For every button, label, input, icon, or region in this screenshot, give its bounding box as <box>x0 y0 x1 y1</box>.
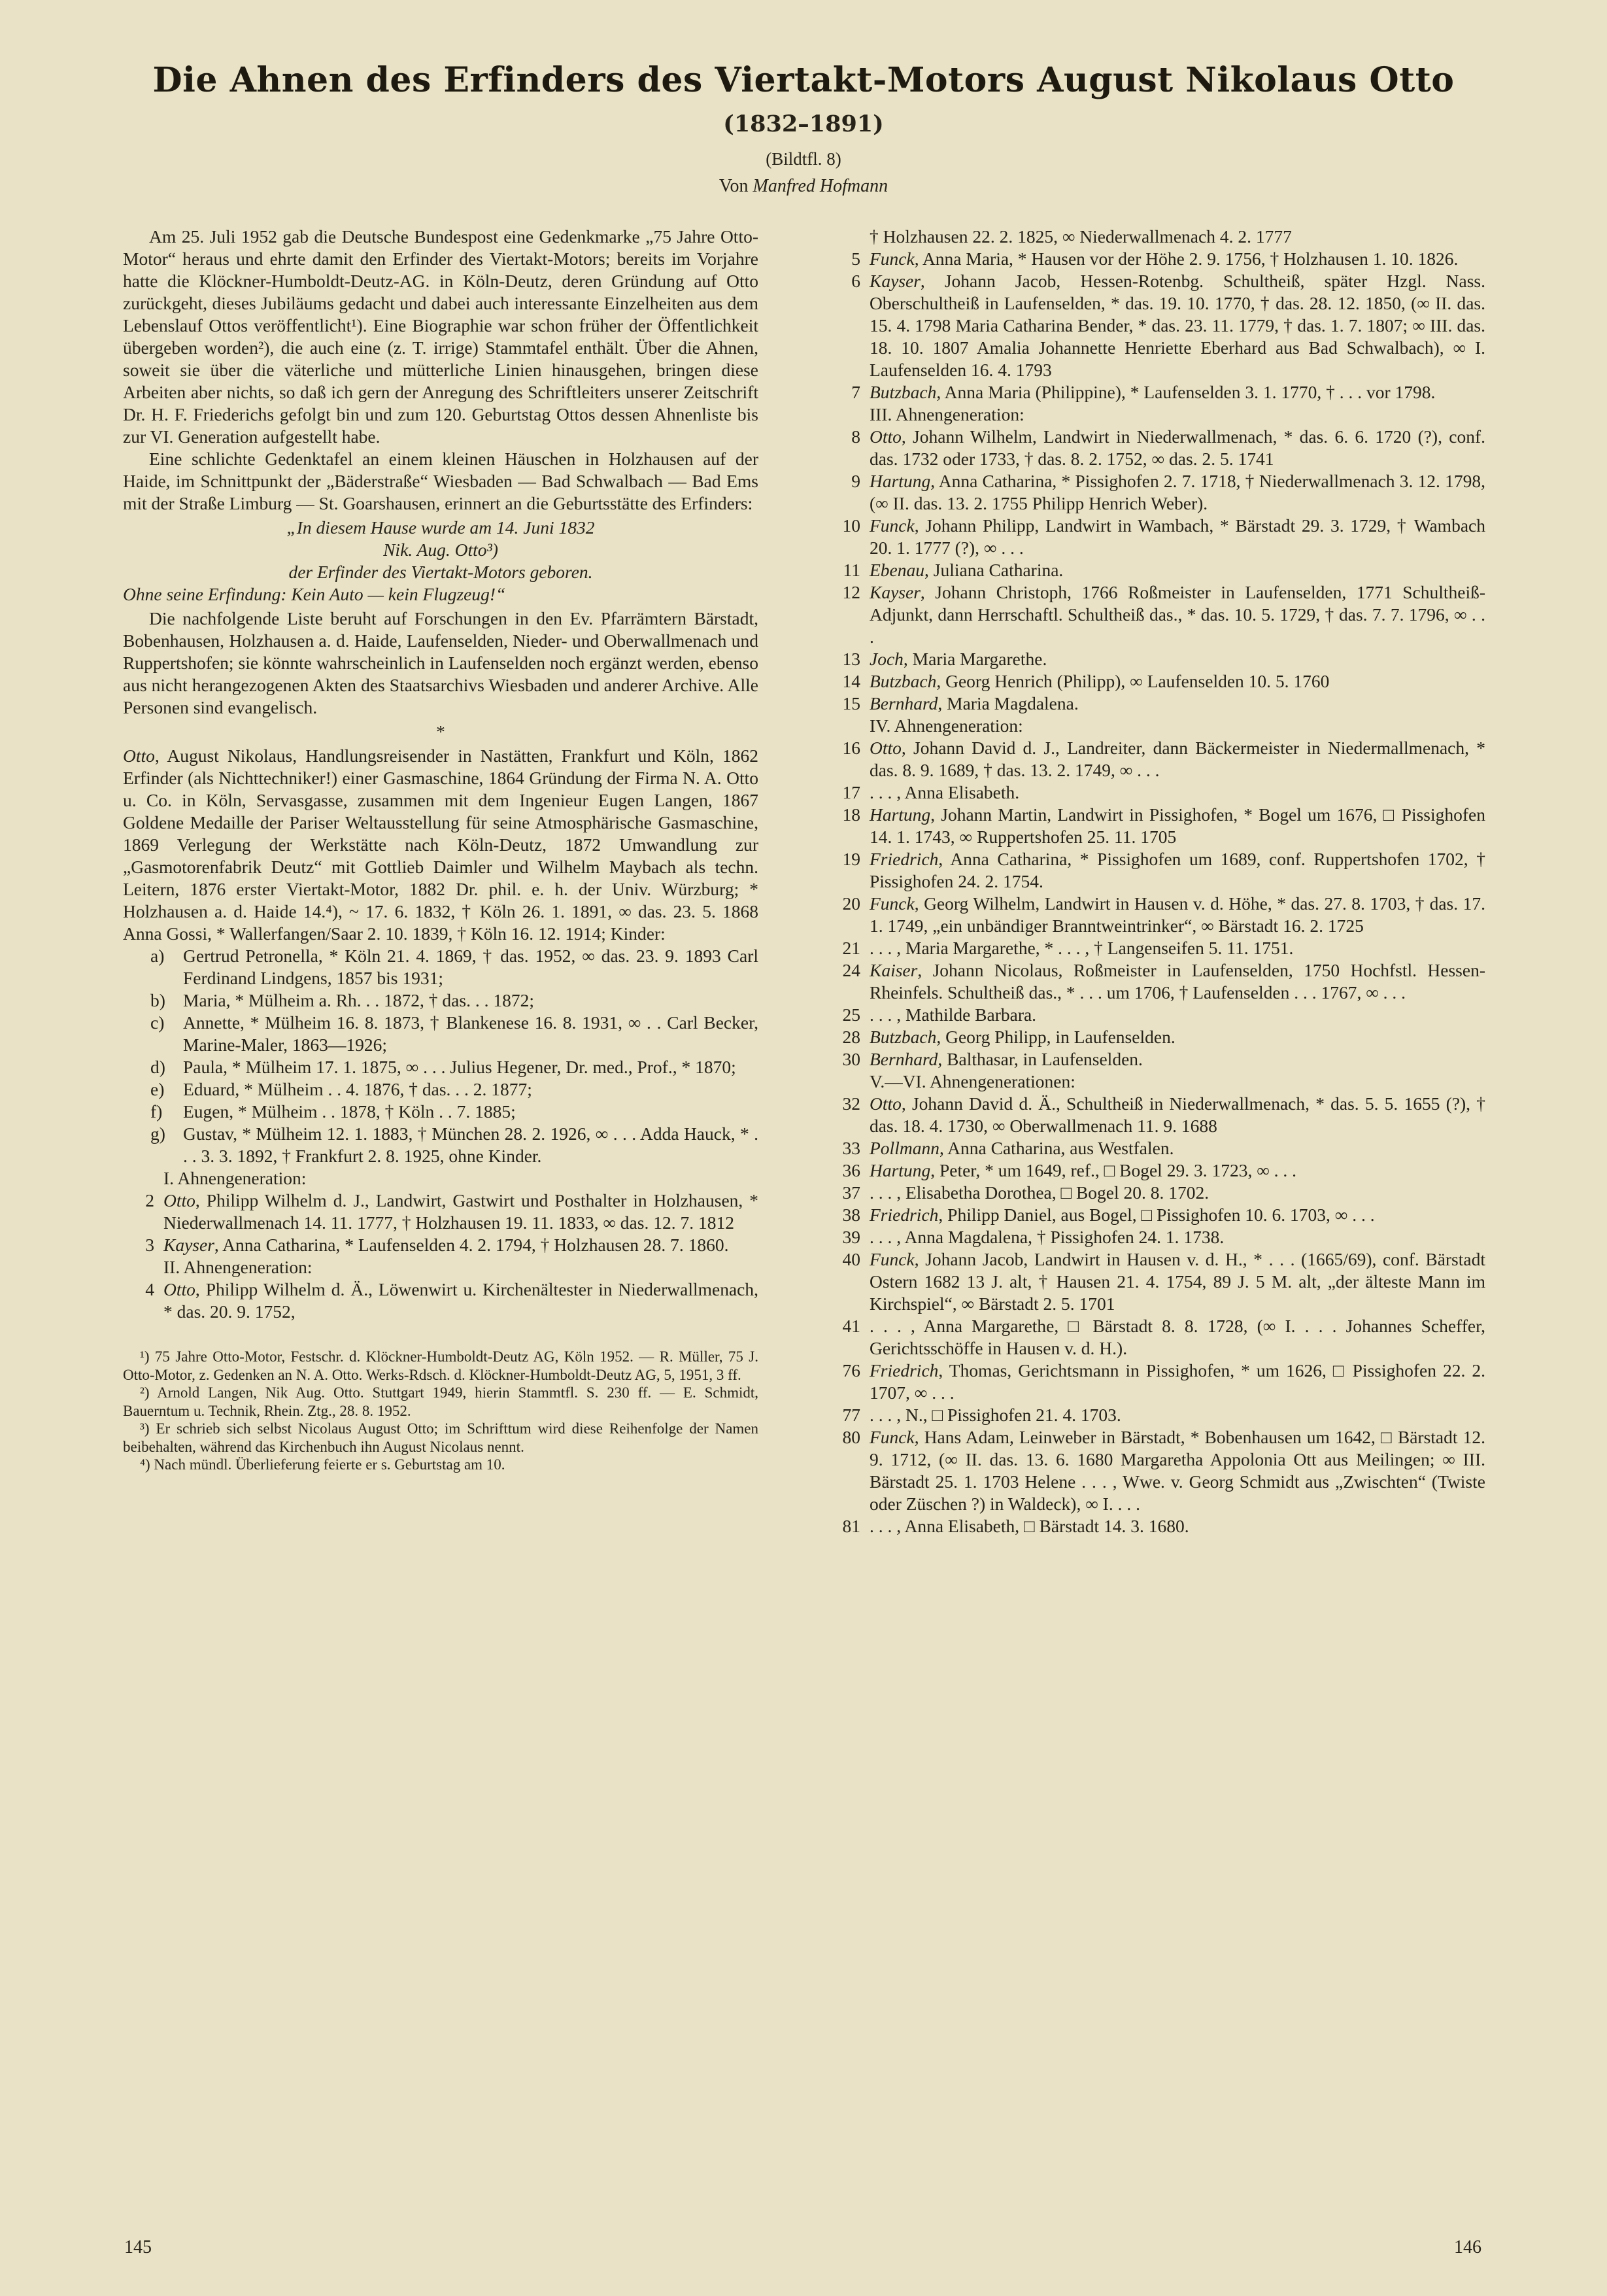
ancestor-details: . . . , Maria Margarethe, * . . . , † Langenseifen 5. 11. 1751. <box>870 938 1294 958</box>
ancestor-text <box>870 470 1485 515</box>
ancestor-details: , Johann David d. J., Landreiter, dann Bäckermeister in Niedermallmenach, * das. 8. 9. 1689, † das. 13. 2. 1749, ∞ . . . <box>870 738 1485 780</box>
plaque-line: Ohne seine Erfindung: Kein Auto — kein Flugzeug!“ <box>123 584 506 604</box>
ancestor-entry <box>829 426 1485 470</box>
ancestor-text <box>870 1204 1485 1226</box>
ancestor-entry <box>829 1204 1485 1226</box>
ancestor-surname: Butzbach <box>870 1027 937 1047</box>
article-header <box>0 0 1607 197</box>
ancestor-text <box>870 1426 1485 1515</box>
child-text: Eugen, * Mülheim . . 1878, † Köln . . 7. 1885; <box>183 1101 516 1122</box>
left-column <box>123 226 758 1537</box>
ancestor-details: , Johann Wilhelm, Landwirt in Niederwallmenach, * das. 6. 6. 1720 (?), conf. das. 1732 oder 1733, † das. 8. 2. 1752, ∞ das. 2. 5. 1741 <box>870 426 1485 469</box>
ancestor-text <box>870 804 1485 848</box>
ancestor-details: , Anna Maria, * Hausen vor der Höhe 2. 9. 1756, † Holzhausen 1. 10. 1826. <box>914 248 1459 269</box>
ancestor-text <box>870 1048 1485 1071</box>
ancestor-number: 13 <box>842 649 860 669</box>
ancestor-text <box>163 1190 758 1234</box>
ancestor-number: 21 <box>842 938 860 958</box>
generation-heading-3: III. Ahnengeneration: <box>870 404 1024 424</box>
ancestor-number: 10 <box>842 515 860 536</box>
ancestor-entry <box>829 1048 1485 1071</box>
ancestor-details: , Juliana Catharina. <box>924 560 1064 580</box>
child-letter: c) <box>150 1012 165 1033</box>
plaque-line: der Erfinder des Viertakt-Motors geboren. <box>288 562 593 582</box>
ancestor-text <box>870 937 1485 959</box>
ancestor-details: , Maria Margarethe. <box>903 649 1047 669</box>
ancestor-details: , Johann David d. Ä., Schultheiß in Niederwallmenach, * das. 5. 5. 1655 (?), † das. 18. 4. 1730, ∞ Oberwallmenach 11. 9. 1688 <box>870 1093 1485 1136</box>
ancestor-text <box>870 693 1485 715</box>
article-years: (1832–1891) <box>723 111 884 137</box>
ancestor-text <box>870 515 1485 559</box>
generation-heading-2: II. Ahnengeneration: <box>163 1257 313 1277</box>
generation-5-6-entries <box>829 1093 1485 1537</box>
section-separator: * <box>436 721 445 742</box>
footnotes-block <box>123 1348 758 1474</box>
ancestor-text <box>870 1248 1485 1315</box>
ancestor-surname: Funck <box>870 248 915 269</box>
child-letter: d) <box>150 1057 165 1077</box>
right-column <box>829 226 1485 1537</box>
ancestor-number: 16 <box>842 738 860 758</box>
child-entry <box>123 989 758 1012</box>
child-text: Annette, * Mülheim 16. 8. 1873, † Blankenese 16. 8. 1931, ∞ . . Carl Becker, Marine-Maler, 1863—1926; <box>183 1012 758 1055</box>
ancestor-details: . . . , N., □ Pissighofen 21. 4. 1703. <box>870 1405 1121 1425</box>
ancestor-details: . . . , Anna Elisabeth, □ Bärstadt 14. 3. 1680. <box>870 1516 1189 1536</box>
ancestor-number: 15 <box>842 693 860 713</box>
ancestor-number: 7 <box>851 382 860 402</box>
generation-4-entries <box>829 737 1485 1071</box>
ancestor-details: , Johann Martin, Landwirt in Pissighofen, * Bogel um 1676, □ Pissighofen 14. 1. 1743, ∞ Ruppertshofen 25. 11. 1705 <box>870 804 1485 847</box>
article-title: Die Ahnen des Erfinders des Viertakt-Motors August Nikolaus Otto <box>152 60 1455 100</box>
ancestor-text <box>870 248 1485 270</box>
ancestor-entry <box>829 1004 1485 1026</box>
ancestor-entry <box>829 693 1485 715</box>
ancestor-details: , Anna Catharina, * Laufenselden 4. 2. 1794, † Holzhausen 28. 7. 1860. <box>214 1235 729 1255</box>
ancestor-surname: Funck <box>870 1249 915 1269</box>
ancestor-number: 80 <box>842 1427 860 1447</box>
ancestor-text <box>163 1234 758 1256</box>
child-letter: b) <box>150 990 165 1010</box>
ancestor-entry <box>829 804 1485 848</box>
ancestor-number: 32 <box>842 1093 860 1114</box>
ancestor-number: 14 <box>842 671 860 691</box>
ancestor-number: 9 <box>851 471 860 491</box>
ancestor-details: , Balthasar, in Laufenselden. <box>938 1049 1143 1069</box>
entry-4-continuation <box>829 226 1485 248</box>
footnote: ⁴) Nach mündl. Überlieferung feierte er s. Geburtstag am 10. <box>140 1456 505 1473</box>
ancestor-surname: Kayser <box>870 582 921 602</box>
ancestor-surname: Otto <box>163 1190 195 1210</box>
ancestor-surname: Hartung <box>870 804 931 825</box>
ancestor-text <box>163 1278 758 1323</box>
proband-paragraph <box>123 745 758 945</box>
ancestor-number: 33 <box>842 1138 860 1158</box>
ancestor-number: 18 <box>842 804 860 825</box>
ancestor-text <box>870 781 1485 804</box>
sources-paragraph: Die nachfolgende Liste beruht auf Forschungen in den Ev. Pfarrämtern Bärstadt, Bobenhausen, Holzhausen a. d. Haide, Laufenselden, Nieder- und Oberwallmenach und Ruppertshofen; sie könnte wahrscheinlich in Laufenselden noch ergänzt werden, ebenso aus nicht herangezogenen Akten des Staatsarchivs Wiesbaden und anderer Archive. Alle Personen sind evangelisch. <box>123 608 758 717</box>
child-text: Eduard, * Mülheim . . 4. 1876, † das. . . 2. 1877; <box>183 1079 532 1099</box>
ancestor-details: , Anna Catharina, * Pissighofen 2. 7. 1718, † Niederwallmenach 3. 12. 1798, (∞ II. das. 13. 2. 1755 Philipp Henrich Weber). <box>870 471 1485 513</box>
ancestor-text <box>870 1515 1485 1537</box>
child-letter: g) <box>150 1123 165 1144</box>
ancestor-entry <box>829 1182 1485 1204</box>
page-number-right: 146 <box>1454 2237 1481 2257</box>
ancestor-surname: Ebenau <box>870 560 925 580</box>
child-letter: f) <box>150 1101 163 1122</box>
ancestor-entry <box>829 559 1485 581</box>
ancestor-number: 28 <box>842 1027 860 1047</box>
ancestor-entry <box>829 270 1485 381</box>
ancestor-details: , Johann Christoph, 1766 Roßmeister in Laufenselden, 1771 Schultheiß-Adjunkt, dann Herrschaftl. Schultheiß das., * das. 10. 5. 1729, † das. 7. 7. 1796, ∞ . . . <box>870 582 1485 647</box>
child-entry <box>123 945 758 989</box>
ancestor-entry <box>829 1248 1485 1315</box>
ancestor-entry <box>829 648 1485 670</box>
ancestor-text <box>870 1093 1485 1137</box>
child-entry <box>123 1123 758 1167</box>
ancestor-number: 5 <box>851 248 860 269</box>
ancestor-number: 40 <box>842 1249 860 1269</box>
ancestor-details: , Maria Magdalena. <box>938 693 1079 713</box>
memorial-paragraph: Eine schlichte Gedenktafel an einem kleinen Häuschen in Holzhausen auf der Haide, im Schnittpunkt der „Bäderstraße“ Wiesbaden — Bad Schwalbach — Bad Ems mit der Straße Limburg — St. Goarshausen, erinnert an die Geburtsstätte des Erfinders: <box>123 449 758 513</box>
ancestor-surname: Bernhard <box>870 693 938 713</box>
ancestor-details: , Georg Wilhelm, Landwirt in Hausen v. d. Höhe, * das. 27. 8. 1703, † das. 17. 1. 1749, „ein unbändiger Branntweintrinker“, ∞ Bärstadt 16. 2. 1725 <box>870 893 1485 936</box>
ancestor-text <box>870 581 1485 648</box>
ancestor-text <box>870 648 1485 670</box>
ancestor-text <box>870 381 1485 403</box>
footnote: ¹) 75 Jahre Otto-Motor, Festschr. d. Klöckner-Humboldt-Deutz AG, Köln 1952. — R. Müller, 75 J. Otto-Motor, z. Gedenken an N. A. Otto. Werks-Rdsch. d. Klöckner-Humboldt-Deutz AG, 5, 1951, 3 ff. <box>123 1348 758 1383</box>
ancestor-details: , Georg Henrich (Philipp), ∞ Laufenselden 10. 5. 1760 <box>936 671 1330 691</box>
ancestor-entry <box>829 937 1485 959</box>
ancestor-entry <box>829 959 1485 1004</box>
ancestor-surname: Friedrich <box>870 1205 939 1225</box>
ancestor-details: , Anna Catharina, aus Westfalen. <box>939 1138 1174 1158</box>
ancestor-text <box>870 1360 1485 1404</box>
ancestor-text <box>870 1137 1485 1159</box>
footnote: ²) Arnold Langen, Nik Aug. Otto. Stuttgart 1949, hierin Stammtfl. S. 230 ff. — E. Schmidt, Bauerntum u. Technik, Rhein. Ztg., 28. 8. 1952. <box>123 1384 758 1419</box>
ancestor-number: 30 <box>842 1049 860 1069</box>
ancestor-number: 20 <box>842 893 860 914</box>
ancestor-details: . . . , Anna Elisabeth. <box>870 782 1020 802</box>
ancestor-number: 4 <box>145 1279 154 1299</box>
ancestor-surname: Otto <box>870 426 902 447</box>
ancestor-entry <box>123 1234 758 1256</box>
ancestor-details: . . . , Elisabetha Dorothea, □ Bogel 20. 8. 1702. <box>870 1182 1209 1203</box>
ancestor-number: 24 <box>842 960 860 980</box>
ancestor-details: , Hans Adam, Leinweber in Bärstadt, * Bobenhausen um 1642, □ Bärstadt 12. 9. 1712, (∞ II. das. 13. 6. 1680 Margaretha Appolonia Ott aus Meilingen; ∞ III. Bärstadt 25. 1. 1703 Helene . . . , Wwe. v. Georg Schmidt aus „Zwischten“ (Twiste oder Züschen ?) in Waldeck), ∞ I. . . . <box>870 1427 1485 1514</box>
ancestor-surname: Kayser <box>163 1235 214 1255</box>
plate-reference: (Bildtfl. 8) <box>766 149 841 169</box>
ancestor-entry <box>829 893 1485 937</box>
ancestor-details: , Johann Jacob, Hessen-Rotenbg. Schultheiß, später Hzgl. Nass. Oberschultheiß in Laufenselden, * das. 19. 10. 1770, † das. 28. 12. 1850, (∞ II. das. 15. 4. 1798 Maria Catharina Bender, * das. 23. 11. 1779, † das. 1. 7. 1807; ∞ III. das. 18. 10. 1807 Amalia Johannette Henriette Eberhard aus Bad Schwalbach), ∞ I. Laufenselden 16. 4. 1793 <box>870 271 1485 380</box>
ancestor-entry <box>829 1093 1485 1137</box>
ancestor-details: . . . , Anna Magdalena, † Pissighofen 24. 1. 1738. <box>870 1227 1225 1247</box>
ancestor-entry <box>123 1190 758 1234</box>
proband-surname: Otto <box>123 745 155 766</box>
ancestor-text <box>870 1226 1485 1248</box>
child-text: Gertrud Petronella, * Köln 21. 4. 1869, † das. 1952, ∞ das. 23. 9. 1893 Carl Ferdinand Lindgens, 1857 bis 1931; <box>183 946 758 988</box>
ancestor-text <box>870 737 1485 781</box>
ancestor-text <box>870 959 1485 1004</box>
ancestor-text <box>870 1182 1485 1204</box>
ancestor-entry <box>829 670 1485 693</box>
ancestor-surname: Funck <box>870 1427 915 1447</box>
intro-paragraph: Am 25. Juli 1952 gab die Deutsche Bundespost eine Gedenkmarke „75 Jahre Otto-Motor“ heraus und ehrte damit den Erfinder des Viertakt-Motors; bereits im Vorjahre hatte die Klöckner-Humboldt-Deutz-AG. in Köln-Deutz, deren Gründung auf Otto zurückgeht, dieses Jubiläums gedacht und dabei auch interessante Einzelheiten aus dem Lebenslauf Ottos veröffentlicht¹). Eine Biographie war schon früher der Öffentlichkeit übergeben worden²), die auch eine (z. T. irrige) Stammtafel enthält. Über die Ahnen, soweit sie über die väterliche und mütterliche Linien hinausgehen, bringen diese Arbeiten aber nichts, so daß ich gern der Anregung des Schriftleiters unserer Zeitschrift Dr. H. F. Friederichs gefolgt bin und zum 120. Geburtstag Ottos dessen Ahnenliste bis zur VI. Generation aufgestellt habe. <box>123 226 758 447</box>
ancestor-details: . . . , Anna Margarethe, □ Bärstadt 8. 8. 1728, (∞ I. . . . Johannes Scheffer, Gerichtsschöffe in Hausen v. d. H.). <box>870 1316 1485 1358</box>
generation-3-entries <box>829 426 1485 715</box>
generation-1-entries <box>123 1190 758 1256</box>
generation-2-entries-right <box>829 248 1485 403</box>
ancestor-entry <box>829 381 1485 403</box>
ancestor-surname: Otto <box>870 1093 902 1114</box>
child-entry <box>123 1056 758 1078</box>
ancestor-number: 17 <box>842 782 860 802</box>
ancestor-entry <box>829 1026 1485 1048</box>
generation-heading-1: I. Ahnengeneration: <box>163 1168 307 1188</box>
ancestor-entry <box>829 248 1485 270</box>
ancestor-number: 12 <box>842 582 860 602</box>
ancestor-entry <box>829 470 1485 515</box>
ancestor-entry <box>829 1315 1485 1360</box>
ancestor-text <box>870 1159 1485 1182</box>
ancestor-number: 41 <box>842 1316 860 1336</box>
ancestor-details: , Peter, * um 1649, ref., □ Bogel 29. 3. 1723, ∞ . . . <box>930 1160 1297 1180</box>
child-letter: e) <box>150 1079 165 1099</box>
ancestor-number: 25 <box>842 1004 860 1025</box>
ancestor-details: , Georg Philipp, in Laufenselden. <box>936 1027 1176 1047</box>
ancestor-text <box>870 426 1485 470</box>
ancestor-details: . . . , Mathilde Barbara. <box>870 1004 1037 1025</box>
generation-heading-5-6: V.—VI. Ahnengenerationen: <box>870 1071 1075 1091</box>
ancestor-surname: Friedrich <box>870 1360 939 1380</box>
ancestor-surname: Joch <box>870 649 904 669</box>
ancestor-text <box>870 270 1485 381</box>
ancestor-surname: Hartung <box>870 1160 931 1180</box>
two-column-layout <box>0 197 1607 1537</box>
ancestor-entry <box>829 1426 1485 1515</box>
ancestor-number: 37 <box>842 1182 860 1203</box>
plaque-line: Nik. Aug. Otto³) <box>383 540 498 560</box>
ancestor-surname: Butzbach <box>870 382 937 402</box>
ancestor-surname: Otto <box>163 1279 195 1299</box>
ancestor-entry <box>829 1404 1485 1426</box>
ancestor-entry <box>829 1360 1485 1404</box>
ancestor-entry <box>829 1159 1485 1182</box>
ancestor-number: 81 <box>842 1516 860 1536</box>
ancestor-entry <box>829 515 1485 559</box>
child-text: Paula, * Mülheim 17. 1. 1875, ∞ . . . Julius Hegener, Dr. med., Prof., * 1870; <box>183 1057 736 1077</box>
ancestor-details: , Anna Maria (Philippine), * Laufenselden 3. 1. 1770, † . . . vor 1798. <box>936 382 1436 402</box>
child-letter: a) <box>150 946 165 966</box>
ancestor-number <box>829 226 870 248</box>
ancestor-text <box>870 1315 1485 1360</box>
ancestor-surname: Pollmann <box>870 1138 939 1158</box>
plaque-line: „In diesem Hause wurde am 14. Juni 1832 <box>286 517 595 538</box>
ancestor-text <box>870 1004 1485 1026</box>
ancestor-text <box>870 559 1485 581</box>
ancestor-surname: Kayser <box>870 271 921 291</box>
ancestor-number: 19 <box>842 849 860 869</box>
ancestor-details: , Johann Nicolaus, Roßmeister in Laufenselden, 1750 Hochfstl. Hessen-Rheinfels. Schultheiß das., * . . . um 1706, † Laufenselden . . . 1767, ∞ . . . <box>870 960 1485 1002</box>
ancestor-details: , Johann Jacob, Landwirt in Hausen v. d. H., * . . . (1665/69), conf. Bärstadt Ostern 1682 13 J. alt, † Hausen 21. 4. 1754, 89 J. 5 M. alt, „der älteste Mann im Kirchspiel“, ∞ Bärstadt 2. 5. 1701 <box>870 1249 1485 1314</box>
ancestor-surname: Kaiser <box>870 960 918 980</box>
ancestor-details: , Anna Catharina, * Pissighofen um 1689, conf. Ruppertshofen 1702, † Pissighofen 24. 2. 1754. <box>870 849 1485 891</box>
byline <box>0 176 1607 197</box>
ancestor-details: , Thomas, Gerichtsmann in Pissighofen, * um 1626, □ Pissighofen 22. 2. 1707, ∞ . . . <box>870 1360 1485 1403</box>
page-number-left: 145 <box>124 2237 152 2257</box>
ancestor-number: 2 <box>145 1190 154 1210</box>
ancestor-text <box>870 1404 1485 1426</box>
ancestor-details: , Philipp Wilhelm d. Ä., Löwenwirt u. Kirchenältester in Niederwallmenach, * das. 20. 9. 1752, <box>163 1279 758 1322</box>
ancestor-number: 11 <box>843 560 860 580</box>
ancestor-number: 3 <box>145 1235 154 1255</box>
child-text: Maria, * Mülheim a. Rh. . . 1872, † das. . . 1872; <box>183 990 534 1010</box>
ancestor-surname: Hartung <box>870 471 931 491</box>
ancestor-surname: Bernhard <box>870 1049 938 1069</box>
child-text: Gustav, * Mülheim 12. 1. 1883, † München 28. 2. 1926, ∞ . . . Adda Hauck, * . . . 3. 3. 1892, † Frankfurt 2. 8. 1925, ohne Kinder. <box>183 1123 758 1166</box>
ancestor-number: 39 <box>842 1227 860 1247</box>
proband-text: , August Nikolaus, Handlungsreisender in Nastätten, Frankfurt und Köln, 1862 Erfinder (als Nichttechniker!) einer Gasmaschine, 1864 Gründung der Firma N. A. Otto u. Co. in Köln, Servasgasse, zusammen mit dem Ingenieur Eugen Langen, 1867 Goldene Medaille der Pariser Weltausstellung für seine Atmosphärische Gasmaschine, 1869 Verlegung der Werkstätte nach Köln-Deutz, 1872 Umwandlung zur „Gasmotorenfabrik Deutz“ mit Gottlieb Daimler und Wilhelm Maybach als techn. Leitern, 1876 erster Viertakt-Motor, 1882 Dr. phil. e. h. der Univ. Würzburg; * Holzhausen a. d. Haide 14.⁴), ~ 17. 6. 1832, † Köln 26. 1. 1891, ∞ das. 23. 5. 1868 Anna Gossi, * Wallerfangen/Saar 2. 10. 1839, † Köln 16. 12. 1914; Kinder: <box>123 745 758 944</box>
generation-2-entries-left <box>123 1278 758 1323</box>
ancestor-text <box>870 893 1485 937</box>
child-entry <box>123 1101 758 1123</box>
ancestor-entry <box>829 1515 1485 1537</box>
ancestor-number: 77 <box>842 1405 860 1425</box>
ancestor-entry <box>829 1137 1485 1159</box>
ancestor-entry <box>829 1226 1485 1248</box>
ancestor-entry <box>829 581 1485 648</box>
ancestor-details: , Philipp Wilhelm d. J., Landwirt, Gastwirt und Posthalter in Holzhausen, * Niederwallmenach 14. 11. 1777, † Holzhausen 19. 11. 1833, ∞ das. 12. 7. 1812 <box>163 1190 758 1233</box>
ancestor-number: 38 <box>842 1205 860 1225</box>
ancestor-entry <box>123 1278 758 1323</box>
ancestor-entry <box>829 781 1485 804</box>
ancestor-text <box>870 670 1485 693</box>
footnote: ³) Er schrieb sich selbst Nicolaus August Otto; im Schrifttum wird diese Reihenfolge der Namen beibehalten, während das Kirchenbuch ihn August Nicolaus nennt. <box>123 1420 758 1455</box>
ancestor-number: 6 <box>851 271 860 291</box>
ancestor-details: , Johann Philipp, Landwirt in Wambach, * Bärstadt 29. 3. 1729, † Wambach 20. 1. 1777 (?), ∞ . . . <box>870 515 1485 558</box>
child-entry <box>123 1078 758 1101</box>
ancestor-number: 8 <box>851 426 860 447</box>
ancestor-number: 36 <box>842 1160 860 1180</box>
ancestor-surname: Friedrich <box>870 849 939 869</box>
byline-prefix: Von <box>719 176 753 196</box>
ancestor-entry <box>829 737 1485 781</box>
ancestor-number: 76 <box>842 1360 860 1380</box>
generation-heading-4: IV. Ahnengeneration: <box>870 715 1023 736</box>
ancestor-text <box>870 848 1485 893</box>
ancestor-surname: Butzbach <box>870 671 937 691</box>
memorial-plaque-quote <box>123 517 758 606</box>
ancestor-details: , Philipp Daniel, aus Bogel, □ Pissighofen 10. 6. 1703, ∞ . . . <box>938 1205 1375 1225</box>
children-list <box>123 945 758 1167</box>
ancestor-entry <box>829 848 1485 893</box>
ancestor-surname: Funck <box>870 893 915 914</box>
ancestor-surname: Funck <box>870 515 915 536</box>
ancestor-surname: Otto <box>870 738 902 758</box>
child-entry <box>123 1012 758 1056</box>
author-name: Manfred Hofmann <box>753 176 888 196</box>
ancestor-text <box>870 1026 1485 1048</box>
ancestor-text: † Holzhausen 22. 2. 1825, ∞ Niederwallmenach 4. 2. 1777 <box>870 226 1292 247</box>
